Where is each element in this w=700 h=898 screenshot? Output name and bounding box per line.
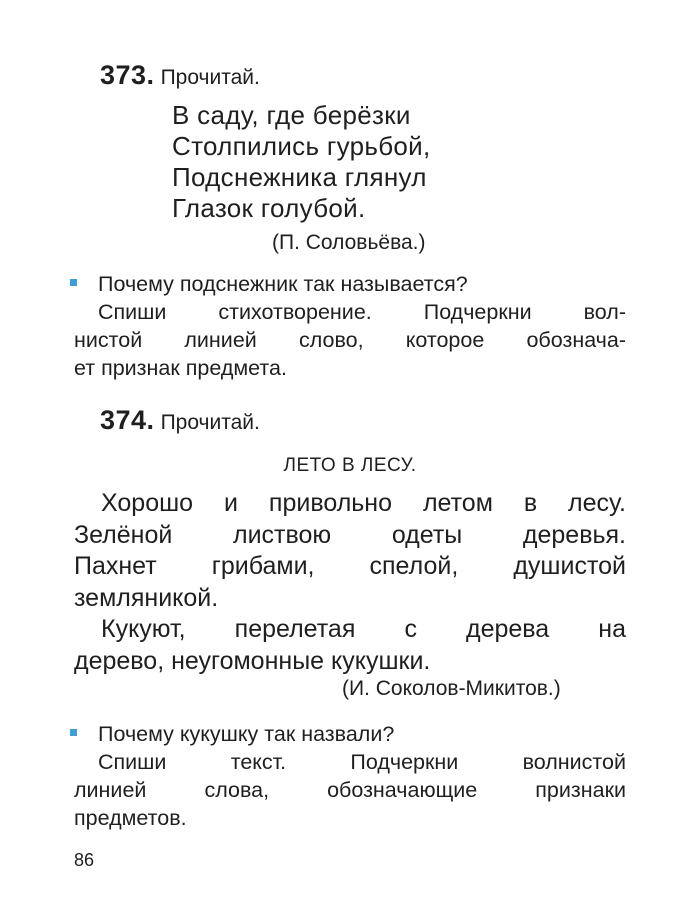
task-line: линией слова, обозначающие признаки — [74, 778, 626, 802]
text-line: Кукуют, перелетая с дерева на — [101, 615, 626, 643]
text-title: ЛЕТО В ЛЕСУ. — [283, 455, 417, 476]
exercise-number: 374. — [100, 405, 155, 435]
exercise-number: 373. — [100, 60, 155, 90]
task-line: Почему подснежник так называется? — [98, 272, 468, 296]
poem-line: В саду, где берёзки — [172, 100, 411, 130]
task-line: Почему кукушку так назвали? — [98, 722, 395, 746]
task-line: предметов. — [74, 806, 187, 830]
text-line: Пахнет грибами, спелой, душистой — [74, 552, 626, 580]
bullet-icon — [70, 279, 77, 286]
text-line: земляникой. — [74, 583, 219, 612]
text-line: Зелёной листвою одеты деревья. — [74, 520, 626, 549]
poem-line: Подснежника глянул — [172, 162, 427, 192]
exercise-373-header — [100, 60, 260, 91]
page-number: 86 — [74, 850, 95, 870]
text-attribution: (И. Соколов-Микитов.) — [342, 677, 561, 700]
task-line: Спиши текст. Подчеркни волнистой — [98, 750, 626, 774]
poem-line: Глазок голубой. — [172, 193, 366, 223]
text-line: Хорошо и привольно летом в лесу. — [101, 489, 626, 517]
task-line: Спиши стихотворение. Подчеркни вол- — [98, 300, 626, 324]
text-line: дерево, неугомонные кукушки. — [74, 646, 431, 675]
exercise-374-header — [100, 405, 260, 436]
bullet-icon — [70, 729, 77, 736]
poem-attribution: (П. Соловьёва.) — [272, 231, 426, 254]
task-line: нистой линией слово, которое обознача- — [74, 328, 626, 352]
exercise-instruction: Прочитай. — [160, 411, 260, 434]
task-line: ет признак предмета. — [74, 356, 287, 380]
exercise-instruction: Прочитай. — [160, 66, 260, 89]
exercise-374-text — [74, 488, 626, 677]
exercise-373-task — [74, 270, 626, 382]
exercise-374-task — [74, 720, 626, 832]
poem-line: Столпились гурьбой, — [172, 131, 431, 161]
